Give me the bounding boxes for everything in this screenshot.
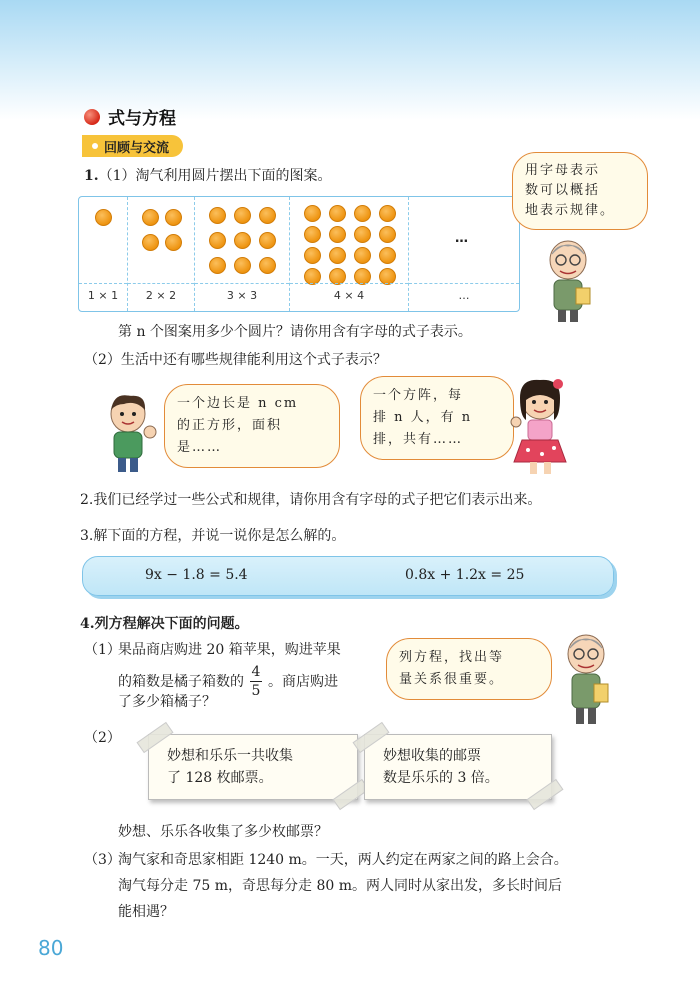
section-title: 式与方程 (84, 104, 176, 129)
page-number: 80 (38, 936, 64, 960)
equation-1: 9x − 1.8 = 5.4 (145, 567, 248, 583)
equation-2: 0.8x + 1.2x = 25 (405, 567, 525, 583)
boy-illustration (100, 392, 160, 474)
teacher-illustration-2 (556, 632, 616, 728)
sticky-note-2: 妙想收集的邮票 数是乐乐的 3 倍。 (364, 734, 552, 800)
q4-text: 4.列方程解决下面的问题。 (80, 616, 249, 632)
teacher-speech-bubble: 用字母表示 数可以概括 地表示规律。 (512, 152, 648, 230)
pattern-4: 4 × 4 (290, 197, 409, 311)
pattern-strip (78, 196, 520, 312)
boy-speech-bubble: 一个边长是 n cm 的正方形，面积 是…… (164, 384, 340, 468)
girl-illustration (508, 376, 576, 476)
q4-p2-label: （2） (84, 730, 121, 746)
teacher-illustration (538, 238, 598, 324)
white-bullet-icon (92, 143, 98, 149)
q4-p3-line1: 淘气家和奇思家相距 1240 m。一天，两人约定在两家之间的路上会合。 (118, 852, 568, 868)
coin (95, 209, 112, 226)
sticky-note-1: 妙想和乐乐一共收集 了 128 枚邮票。 (148, 734, 358, 800)
q4-p1-line1: 果品商店购进 20 箱苹果，购进苹果 (118, 642, 341, 658)
q4-p3-line2: 淘气每分走 75 m，奇思每分走 80 m。两人同时从家出发，多长时间后 (118, 878, 562, 894)
teacher-speech-bubble-2: 列方程，找出等 量关系很重要。 (386, 638, 552, 700)
q4-p3-label: （3） (84, 852, 121, 868)
pattern-1: 1 × 1 (79, 197, 128, 311)
equation-bar (82, 556, 614, 596)
pattern-3: 3 × 3 (195, 197, 290, 311)
q4-p1-label: （1） (84, 642, 121, 658)
subsection-label: 回顾与交流 (82, 135, 183, 157)
pattern-more: … … (409, 197, 519, 311)
q1-question: 第 n 个图案用多少个圆片？请你用含有字母的式子表示。 (118, 324, 472, 340)
pattern-2: 2 × 2 (128, 197, 195, 311)
q3-text: 3.解下面的方程，并说一说你是怎么解的。 (80, 528, 346, 544)
q4-p2-question: 妙想、乐乐各收集了多少枚邮票？ (118, 824, 328, 840)
q4-p1-line3: 了多少箱橘子？ (118, 694, 216, 710)
q1-part2: （2）生活中还有哪些规律能利用这个式子表示？ (84, 352, 387, 368)
q4-p1-line2: 的箱数是橘子箱数的 $\frac{4}{5}$ 。商店购进 (118, 664, 338, 699)
header-band (0, 0, 700, 120)
girl-speech-bubble: 一个方阵，每 排 n 人，有 n 排，共有…… (360, 376, 514, 460)
q1-intro: 1.（1）淘气利用圆片摆出下面的图案。 (84, 168, 332, 184)
q2-text: 2.我们已经学过一些公式和规律，请你用含有字母的式子把它们表示出来。 (80, 492, 542, 508)
red-bullet-icon (84, 109, 100, 125)
q4-p3-line3: 能相遇？ (118, 904, 174, 920)
fraction: $\frac{4}{5}$ (251, 664, 261, 699)
